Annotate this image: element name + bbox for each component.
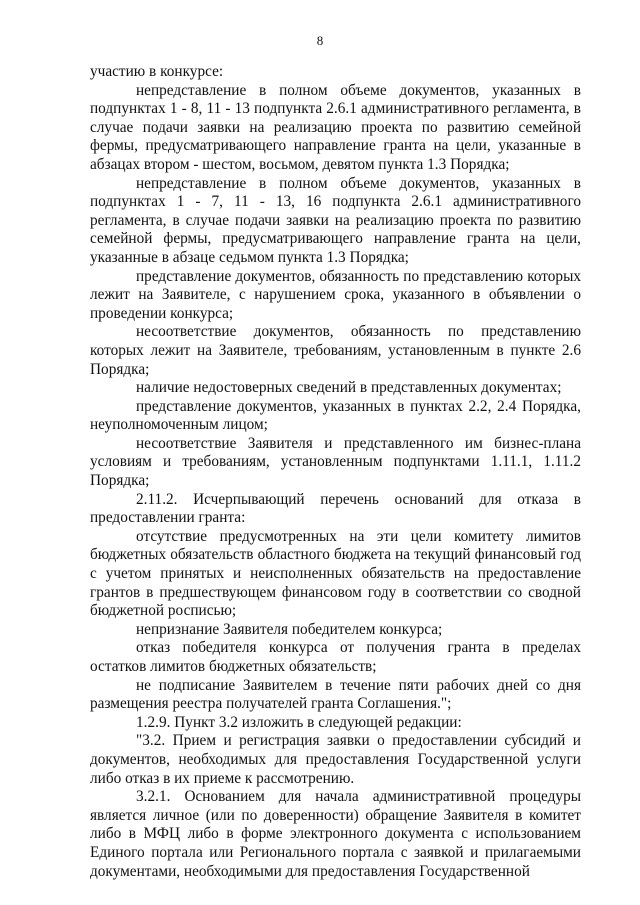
paragraph: 1.2.9. Пункт 3.2 изложить в следующей редакции: xyxy=(136,713,462,731)
page-number: 8 xyxy=(316,33,324,48)
paragraph: непредставление в полном объеме документов, указанных в подпунктах 1 - 7, 11 - 13, 16 подпункта 2.6.1 административного регламента, в случае подачи заявки на реализацию проекта по развитию семейной фермы, предусматривающего направление гранта на цели, указанные в абзаце седьмом пункта 1.3 Порядка; xyxy=(90,174,581,266)
paragraph: несоответствие Заявителя и представленного им бизнес-плана условиям и требованиям, установленным подпунктами 1.11.1, 1.11.2 Порядка; xyxy=(90,434,581,490)
paragraph: непредставление в полном объеме документов, указанных в подпунктах 1 - 8, 11 - 13 подпункта 2.6.1 административного регламента, в случае подачи заявки на реализацию проекта по развитию семейной фермы, предусматривающего направление гранта на цели, указанные в абзацах втором - шестом, восьмом, девятом пункта 1.3 Порядка; xyxy=(90,81,581,173)
paragraph: 2.11.2. Исчерпывающий перечень оснований для отказа в предоставлении гранта: xyxy=(90,490,581,527)
paragraph: представление документов, обязанность по представлению которых лежит на Заявителе, с нарушением срока, указанного в объявлении о проведении конкурса; xyxy=(90,267,581,322)
paragraph: 3.2.1. Основанием для начала административной процедуры является личное (или по доверенности) обращение Заявителя в комитет либо в МФЦ либо в форме электронного документа с использованием Единого портала или Регионального портала с заявкой и прилагаемыми документами, необходимыми для предоставления Государственной xyxy=(90,788,581,880)
paragraph: представление документов, указанных в пунктах 2.2, 2.4 Порядка, неуполномоченным лицом; xyxy=(90,397,581,434)
paragraph: наличие недостоверных сведений в представленных документах; xyxy=(136,379,562,397)
paragraph: отказ победителя конкурса от получения гранта в пределах остатков лимитов бюджетных обязательств; xyxy=(90,639,581,675)
paragraph: несоответствие документов, обязанность по представлению которых лежит на Заявителе, требованиям, установленным в пункте 2.6 Порядка; xyxy=(90,323,581,378)
document-body xyxy=(90,63,581,881)
paragraph: отсутствие предусмотренных на эти цели комитету лимитов бюджетных обязательств областного бюджета на текущий финансовый год с учетом принятых и неисполненных обязательств на предоставление грантов в предшествующем финансовом году в соответствии со сводной бюджетной росписью; xyxy=(90,527,581,620)
paragraph: участию в конкурсе: xyxy=(90,63,224,80)
paragraph: "3.2. Прием и регистрация заявки о предоставлении субсидий и документов, необходимых для предоставления Государственной услуги либо отказ в их приеме к рассмотрению. xyxy=(90,732,581,787)
paragraph: не подписание Заявителем в течение пяти рабочих дней со дня размещения реестра получателей гранта Соглашения."; xyxy=(90,676,581,713)
paragraph: непризнание Заявителя победителем конкурса; xyxy=(136,620,443,638)
